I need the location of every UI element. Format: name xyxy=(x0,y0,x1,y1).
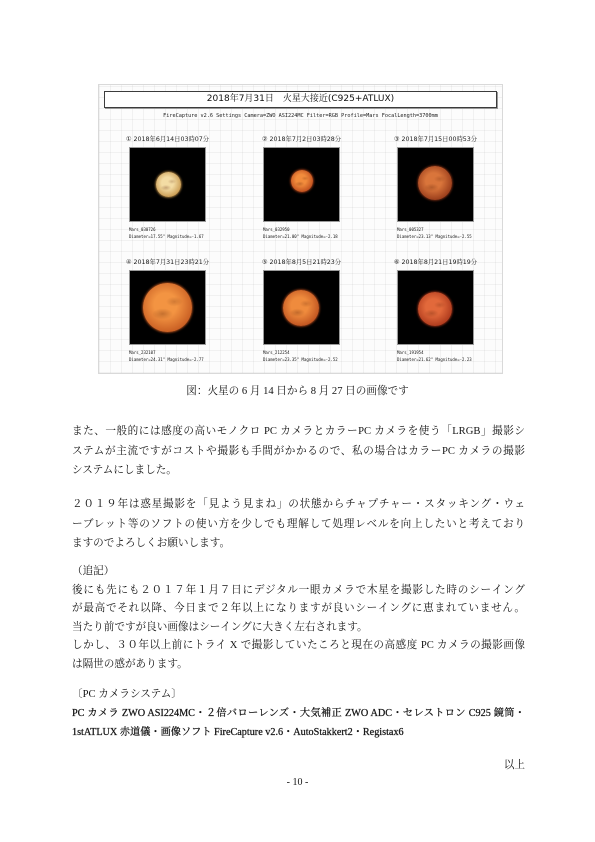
camera-system-heading: 〔PC カメラシステム〕 xyxy=(72,688,182,700)
mars-image xyxy=(397,147,474,222)
mars-figure xyxy=(98,84,503,374)
mars-image xyxy=(263,270,340,345)
mars-panel-4 xyxy=(125,259,210,364)
text-line: ますのでよろしくお願いします。 xyxy=(72,538,231,549)
text-line: ２０１９年は惑星撮影を「見よう見まね」の状態からチャプチャー・スタッキング・ウェ xyxy=(72,499,525,510)
text-line: ステムが主流ですがコストや撮影も手間がかかるので、私の場合はカラーPC カメラの撮影 xyxy=(72,445,525,457)
image-filename: Mars_232107 xyxy=(129,350,156,355)
paragraph-2019-plan xyxy=(72,495,525,554)
panel-label: ② 2018年7月2日03時28分 xyxy=(261,136,342,143)
mars-image xyxy=(129,270,206,345)
text-line: が最高でそれ以降、今日まで２年以上になりますが良いシーイングに恵まれていません。 xyxy=(72,603,525,615)
addendum xyxy=(72,563,525,675)
text-line: は隔世の感があります。 xyxy=(72,658,188,670)
image-filename: Mars_191954 xyxy=(397,350,424,355)
figure-caption: 図：火星の 6 月 14 日から 8 月 27 日の画像です xyxy=(186,386,409,397)
image-filename: Mars_212254 xyxy=(263,350,290,355)
image-info: Diameter=24.31" Magnitude=-2.77 xyxy=(129,357,204,362)
text-line: システムにしました。 xyxy=(72,465,177,476)
mars-image xyxy=(397,270,474,345)
mars-panel-5 xyxy=(263,259,340,364)
text-line: 当たり前ですが良い画像はシーイングに大きく左右されます。 xyxy=(72,621,368,633)
mars-image xyxy=(263,147,340,222)
panel-label: ① 2018年6月14日03時07分 xyxy=(125,136,210,143)
panel-label: ④ 2018年7月31日23時21分 xyxy=(125,259,210,266)
panel-label: ③ 2018年7月15日00時53分 xyxy=(393,136,478,143)
addendum-heading: （追記） xyxy=(72,566,115,577)
panel-label: ⑥ 2018年8月21日19時19分 xyxy=(393,259,478,266)
panel-label: ⑤ 2018年8月5日21時23分 xyxy=(261,259,342,266)
text-line: 後にも先にも２０１７年１月７日にデジタル一眼カメラで木星を撮影した時のシーイング xyxy=(72,584,525,596)
mars-disk xyxy=(156,172,181,197)
paragraph-lrgb xyxy=(72,422,525,481)
mars-disk xyxy=(291,170,313,192)
mars-disk xyxy=(283,290,319,326)
image-info: Diameter=21.62" Magnitude=-2.23 xyxy=(397,357,472,362)
image-info: Diameter=23.13" Magnitude=-2.55 xyxy=(397,234,472,239)
image-filename: Mars_030726 xyxy=(129,227,156,232)
mars-disk xyxy=(143,283,192,332)
mars-panel-3 xyxy=(393,136,478,241)
image-info: Diameter=21.00" Magnitude=-2.18 xyxy=(263,234,338,239)
page-number: - 10 - xyxy=(286,777,309,788)
closing-mark: 以上 xyxy=(503,760,525,771)
figure-title: 2018年7月31日 火星大接近(C925+ATLUX) xyxy=(104,91,497,108)
mars-panel-2 xyxy=(263,136,340,241)
text-line: ーブレット等のソフトの使い方を少しでも理解して処理レベルを向上したいと考えており xyxy=(72,518,525,530)
text-line: 1stATLUX 赤道儀・画像ソフト FireCapture v2.6・AutoStakkert2・Registax6 xyxy=(72,726,404,738)
capture-settings: FireCapture v2.6 Settings Camera=ZWO ASI224MC Filter=RGB Profile=Mars FocalLength=3700mm xyxy=(163,113,438,119)
mars-panel-6 xyxy=(393,259,478,364)
image-filename: Mars_005327 xyxy=(397,227,424,232)
text-line: PC カメラ ZWO ASI224MC・２倍バローレンズ・大気補正 ZWO ADC・セレストロン C925 鏡筒・ xyxy=(72,707,525,719)
image-filename: Mars_032950 xyxy=(263,227,290,232)
mars-disk xyxy=(418,292,452,326)
text-line: また、一般的には感度の高いモノクロ PC カメラとカラーPC カメラを使う「LRGB」撮影シ xyxy=(72,426,525,437)
mars-panel-1 xyxy=(125,136,210,241)
mars-image xyxy=(129,147,206,222)
text-line: しかし、３０年以上前にトライ X で撮影していたころと現在の高感度 PC カメラの撮影画像 xyxy=(72,640,525,652)
image-info: Diameter=17.55" Magnitude=-1.67 xyxy=(129,234,204,239)
camera-system xyxy=(72,685,525,742)
image-info: Diameter=23.35" Magnitude=-2.52 xyxy=(263,357,338,362)
mars-disk xyxy=(418,166,452,200)
